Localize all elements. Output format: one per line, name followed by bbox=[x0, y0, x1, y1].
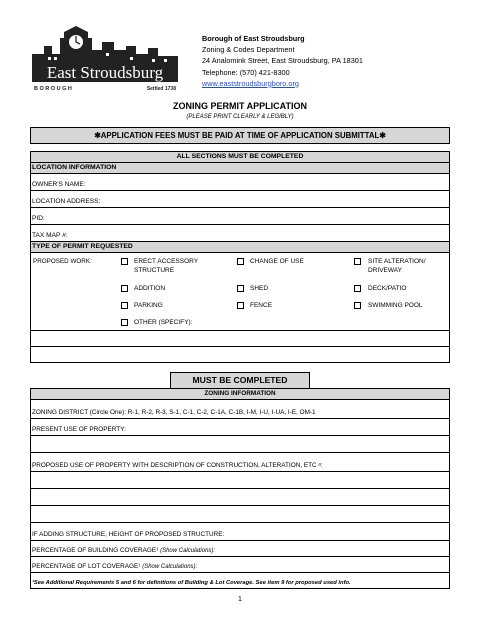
location-address-field[interactable] bbox=[31, 191, 449, 208]
proposed-use-field[interactable] bbox=[31, 453, 449, 472]
logo-wordmark: East Stroudsburg bbox=[46, 63, 164, 82]
page-subtitle: (PLEASE PRINT CLEARLY & LEGIBLY) bbox=[186, 114, 294, 120]
location-permit-section bbox=[30, 151, 450, 363]
owner-name-field[interactable] bbox=[31, 174, 449, 191]
zoning-district-label: ZONING DISTRICT (Circle One): R-1, R-2, R-3, S-1, C-1, C-2, C-1A, C-1B, I-M, I-U, I-UA, I-E, OM-1 bbox=[32, 409, 316, 416]
coverage-footnote-row bbox=[31, 573, 449, 588]
other-specify-checkbox[interactable] bbox=[121, 319, 128, 326]
shed-label: SHED bbox=[250, 285, 269, 292]
fence-label: FENCE bbox=[250, 302, 273, 309]
addition-label: ADDITION bbox=[134, 285, 166, 292]
org-contact-block bbox=[202, 33, 363, 89]
tax-map-field[interactable] bbox=[31, 225, 449, 242]
height-label: IF ADDING STRUCTURE, HEIGHT OF PROPOSED STRUCTURE: bbox=[32, 531, 225, 538]
lot-coverage-note: (Show Calculations): bbox=[142, 564, 198, 570]
pid-label: PID: bbox=[32, 215, 45, 222]
pid-field[interactable] bbox=[31, 208, 449, 225]
erect-accessory-checkbox[interactable] bbox=[121, 258, 128, 265]
building-coverage-note: (Show Calculations): bbox=[160, 548, 216, 554]
addition-checkbox[interactable] bbox=[121, 285, 128, 292]
building-coverage-label: PERCENTAGE OF BUILDING COVERAGE¹ (Show Calculations): bbox=[32, 547, 216, 554]
parking-label: PARKING bbox=[134, 302, 163, 309]
fee-notice-banner: ✱APPLICATION FEES MUST BE PAID AT TIME OF APPLICATION SUBMITTAL✱ bbox=[30, 127, 450, 144]
proposed-use-label: PROPOSED USE OF PROPERTY WITH DESCRIPTION OF CONSTRUCTION, ALTERATION, ETC ᵃ: bbox=[32, 462, 323, 469]
change-of-use-checkbox[interactable] bbox=[237, 258, 244, 265]
site-alteration-checkbox[interactable] bbox=[354, 258, 361, 265]
all-sections-header: ALL SECTIONS MUST BE COMPLETED bbox=[31, 152, 449, 163]
present-use-line[interactable] bbox=[31, 436, 449, 453]
proposed-work-label: PROPOSED WORK: bbox=[33, 258, 92, 265]
must-be-completed-label: MUST BE COMPLETED bbox=[170, 372, 310, 389]
org-department: Zoning & Codes Department bbox=[202, 45, 295, 55]
lot-coverage-label: PERCENTAGE OF LOT COVERAGE¹ (Show Calculations): bbox=[32, 563, 198, 570]
page-number: 1 bbox=[238, 596, 242, 603]
building-coverage-field[interactable] bbox=[31, 541, 449, 557]
other-specify-label: OTHER (SPECIFY): bbox=[134, 319, 193, 326]
org-name: Borough of East Stroudsburg bbox=[202, 34, 305, 43]
site-alteration-label: SITE ALTERATION/ DRIVEWAY bbox=[368, 258, 426, 274]
proposed-use-line-1[interactable] bbox=[31, 472, 449, 489]
org-address: 24 Analomink Street, East Stroudsburg, PA 18301 bbox=[202, 56, 363, 66]
org-phone: Telephone: (570) 421-8300 bbox=[202, 67, 290, 77]
lot-coverage-field[interactable] bbox=[31, 557, 449, 573]
borough-logo bbox=[30, 24, 180, 94]
permit-type-header: TYPE OF PERMIT REQUESTED bbox=[31, 242, 449, 253]
fence-checkbox[interactable] bbox=[237, 302, 244, 309]
swimming-pool-checkbox[interactable] bbox=[354, 302, 361, 309]
logo-settled-text: Settled 1738 bbox=[146, 86, 176, 92]
present-use-field[interactable] bbox=[31, 419, 449, 436]
parking-checkbox[interactable] bbox=[121, 302, 128, 309]
change-of-use-label: CHANGE OF USE bbox=[250, 258, 304, 265]
proposed-use-line-2[interactable] bbox=[31, 489, 449, 506]
erect-accessory-label: ERECT ACCESSORY STRUCTURE bbox=[134, 258, 198, 274]
deck-patio-label: DECK/PATIO bbox=[368, 285, 407, 292]
deck-patio-checkbox[interactable] bbox=[354, 285, 361, 292]
logo-borough-text: B O R O U G H bbox=[34, 86, 72, 92]
other-specify-line-1[interactable] bbox=[31, 330, 449, 347]
height-field[interactable] bbox=[31, 523, 449, 541]
page-title: ZONING PERMIT APPLICATION bbox=[173, 101, 307, 111]
zoning-info-section bbox=[30, 388, 450, 589]
proposed-use-line-3[interactable] bbox=[31, 506, 449, 523]
location-info-header: LOCATION INFORMATION bbox=[31, 163, 449, 174]
swimming-pool-label: SWIMMING POOL bbox=[368, 302, 423, 309]
zoning-district-field[interactable] bbox=[31, 400, 449, 419]
location-address-label: LOCATION ADDRESS: bbox=[32, 198, 101, 205]
shed-checkbox[interactable] bbox=[237, 285, 244, 292]
coverage-footnote: ¹See Additional Requirements 5 and 6 for definitions of Building & Lot Coverage. See item 9 for proposed used info. bbox=[32, 580, 351, 586]
zoning-info-header: ZONING INFORMATION bbox=[31, 389, 449, 400]
present-use-label: PRESENT USE OF PROPERTY: bbox=[32, 426, 126, 433]
org-website-link[interactable]: www.eaststroudsburgboro.org bbox=[202, 78, 299, 88]
tax-map-label: TAX MAP #: bbox=[32, 232, 68, 239]
owner-name-label: OWNER'S NAME: bbox=[32, 181, 86, 188]
